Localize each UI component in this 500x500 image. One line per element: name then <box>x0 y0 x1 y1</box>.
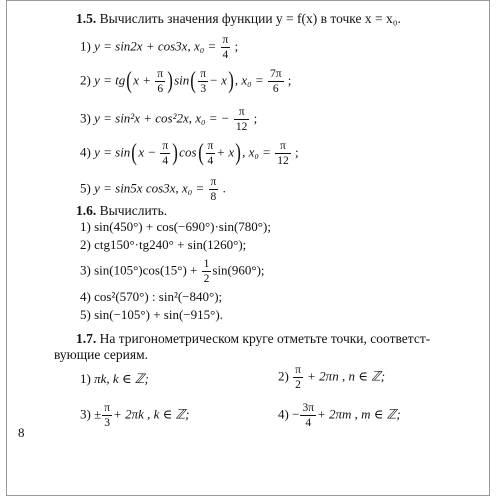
fraction <box>206 140 216 167</box>
item-number: 2) <box>80 72 91 88</box>
paren-open: ( <box>190 67 197 94</box>
inner-expression: − x <box>209 72 227 88</box>
paren-close: ) <box>228 67 234 94</box>
fraction-numerator: π <box>155 68 165 82</box>
item-number: 4) <box>80 289 91 304</box>
exercise-1-7-item-2 <box>278 364 385 391</box>
item-end: ; <box>234 38 239 54</box>
fraction-numerator: 1 <box>202 258 212 272</box>
fraction-denominator: 2 <box>203 273 210 286</box>
fraction-numerator: π <box>275 140 291 154</box>
fraction <box>198 68 208 95</box>
item-number: 1) <box>80 219 91 234</box>
fraction <box>221 34 231 61</box>
exercise-1-5-item-5 <box>80 176 226 203</box>
inner-expression: x − <box>138 144 157 160</box>
item-number: 5) <box>80 180 91 196</box>
fraction-denominator: 6 <box>157 83 164 96</box>
item-expression: sin(−105°) + sin(−915°). <box>94 307 223 322</box>
item-number: 1) <box>80 371 91 386</box>
inner-expression: x + <box>133 72 152 88</box>
point-label: , x₀ = <box>234 72 264 88</box>
fraction-denominator: 4 <box>207 155 214 168</box>
exercise-number: 1.7. <box>76 331 97 346</box>
function-name: cos <box>179 144 197 160</box>
fraction <box>102 402 112 429</box>
exercise-title-continued: вующие сериям. <box>54 347 148 362</box>
item-number: 3) <box>80 262 91 278</box>
point-label: , x₀ = <box>242 144 271 160</box>
exercise-1-6-item-2 <box>80 238 246 251</box>
item-expression: cos²(570°) : sin²(−840°); <box>94 289 223 304</box>
exercise-title: Вычислить значения функции y = f(x) в точке x = x₀. <box>99 11 401 26</box>
item-expression: y = sin5x cos3x, <box>94 180 179 196</box>
exercise-title: На тригонометрическом круге отметьте точки, соответст- <box>99 331 431 346</box>
item-number: 3) <box>80 406 91 422</box>
fraction-numerator: 3π <box>300 402 316 416</box>
exercise-1-7-item-1 <box>80 372 149 385</box>
item-expression-tail: sin(960°); <box>212 262 265 278</box>
exercise-1-7-header-cont <box>54 348 148 362</box>
exercise-1-7-item-3 <box>80 402 190 429</box>
fraction <box>234 106 250 133</box>
item-end: ; <box>287 72 292 88</box>
fraction <box>300 402 316 429</box>
fraction-denominator: 3 <box>200 83 207 96</box>
item-number: 2) <box>278 368 289 384</box>
fraction-numerator: π <box>234 106 250 120</box>
exercise-1-7-item-4 <box>278 402 401 429</box>
item-expression: y = sin²x + cos²2x, <box>94 110 192 126</box>
fraction-numerator: π <box>198 68 208 82</box>
exercise-1-6-item-5 <box>80 308 223 321</box>
item-expression: πk, k ∈ ℤ; <box>94 371 149 386</box>
fraction-denominator: 4 <box>162 155 169 168</box>
exercise-number: 1.5. <box>76 11 97 26</box>
fraction-denominator: 8 <box>210 191 217 204</box>
fraction-denominator: 2 <box>295 379 301 392</box>
item-number: 4) <box>278 406 289 422</box>
exercise-1-7-header <box>76 332 430 346</box>
item-end: ; <box>253 110 258 126</box>
item-expression: + 2πn , n ∈ ℤ; <box>307 368 386 384</box>
page-number: 8 <box>18 425 25 440</box>
fraction-denominator: 12 <box>235 121 248 134</box>
item-number: 5) <box>80 307 91 322</box>
item-expression: y = sin <box>94 144 131 160</box>
paren-close: ) <box>172 139 178 166</box>
item-expression: y = sin2x + cos3x, <box>94 38 191 54</box>
fraction-denominator: 12 <box>277 155 289 168</box>
fraction <box>209 176 219 203</box>
fraction-denominator: 6 <box>272 83 279 96</box>
function-name: sin <box>174 72 190 88</box>
item-expression: sin(105°)cos(15°) + <box>94 262 198 278</box>
fraction <box>268 68 284 95</box>
fraction-numerator: π <box>293 364 303 378</box>
paren-open: ( <box>131 139 138 166</box>
fraction-numerator: π <box>221 34 231 48</box>
exercise-1-6-header <box>76 204 167 218</box>
sign: ± <box>94 406 102 422</box>
inner-expression: + x <box>216 144 235 160</box>
item-end: ; <box>294 144 299 160</box>
item-number: 4) <box>80 144 91 160</box>
fraction <box>160 140 170 167</box>
item-number: 1) <box>80 38 91 54</box>
item-number: 2) <box>80 237 91 252</box>
fraction-denominator: 4 <box>222 49 229 62</box>
paren-close: ) <box>235 139 241 166</box>
item-expression: sin(450°) + cos(−690°)·sin(780°); <box>94 219 271 234</box>
point-label: x₀ = <box>181 180 205 196</box>
fraction <box>202 258 212 285</box>
point-label: x₀ = − <box>195 110 230 126</box>
exercise-title: Вычислить. <box>99 203 168 218</box>
point-label: x₀ = <box>193 38 217 54</box>
fraction-denominator: 3 <box>104 417 111 430</box>
item-expression: ctg150°·tg240° + sin(1260°); <box>94 237 247 252</box>
exercise-1-6-item-3 <box>80 258 265 285</box>
fraction-denominator: 4 <box>305 417 312 430</box>
fraction-numerator: 7π <box>268 68 284 82</box>
exercise-number: 1.6. <box>76 203 97 218</box>
exercise-1-5-item-3 <box>80 106 257 133</box>
exercise-1-5-item-4 <box>80 140 299 167</box>
fraction <box>155 68 165 95</box>
exercise-1-6-item-4 <box>80 290 222 303</box>
exercise-1-5-header <box>76 12 401 26</box>
item-expression: + 2πm , m ∈ ℤ; <box>317 406 401 422</box>
fraction <box>275 140 291 167</box>
exercise-1-5-item-2 <box>80 68 291 95</box>
item-number: 3) <box>80 110 91 126</box>
fraction <box>293 364 303 391</box>
paren-open: ( <box>126 67 133 94</box>
fraction-numerator: π <box>209 176 219 190</box>
exercise-1-5-item-1 <box>80 34 238 61</box>
item-expression: y = tg <box>94 72 126 88</box>
exercise-1-6-item-1 <box>80 220 271 233</box>
fraction-numerator: π <box>102 402 112 416</box>
paren-close: ) <box>167 67 173 94</box>
sign: − <box>292 406 300 422</box>
item-expression: + 2πk , k ∈ ℤ; <box>113 406 190 422</box>
fraction-numerator: π <box>206 140 216 154</box>
paren-open: ( <box>197 139 204 166</box>
fraction-numerator: π <box>160 140 170 154</box>
item-end: . <box>222 180 226 196</box>
